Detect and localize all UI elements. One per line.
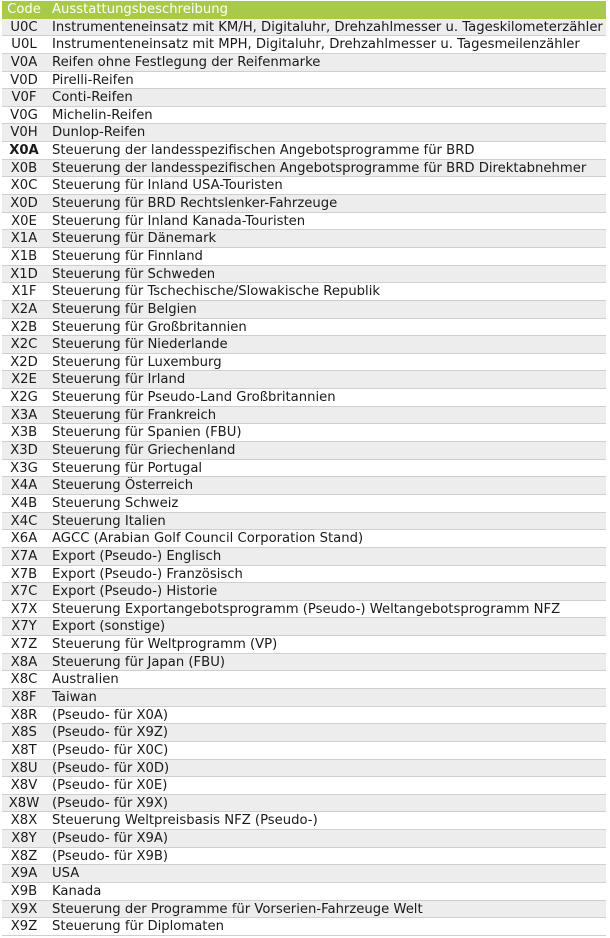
table-row: [2, 407, 606, 425]
table-row: [2, 707, 606, 725]
table-row: [2, 160, 606, 178]
table-row: [2, 213, 606, 231]
row-code: X1F: [11, 284, 37, 300]
row-code: X7X: [10, 601, 38, 617]
row-code: X3B: [10, 425, 38, 441]
row-description: Steuerung für Finnland: [52, 248, 203, 264]
row-description: Export (Pseudo-) Historie: [52, 584, 218, 600]
table-row: [2, 883, 606, 901]
row-code: X1B: [10, 248, 38, 264]
row-description: Steuerung der Programme für Vorserien-Fahrzeuge Welt: [52, 901, 423, 917]
table-row: [2, 724, 606, 742]
row-description: Dunlop-Reifen: [52, 125, 146, 141]
table-row: [2, 89, 606, 107]
row-description: Instrumenteneinsatz mit KM/H, Digitaluhr, Drehzahlmesser u. Tageskilometerzähler: [52, 19, 603, 35]
row-description: Export (Pseudo-) Englisch: [52, 548, 222, 564]
row-description: Australien: [52, 672, 119, 688]
row-code: U0C: [10, 19, 38, 35]
row-description: (Pseudo- für X9B): [52, 848, 169, 864]
row-description: Steuerung für Frankreich: [52, 407, 217, 423]
row-description: Steuerung für BRD Rechtslenker-Fahrzeuge: [52, 196, 338, 212]
row-code: X0A: [9, 143, 39, 159]
row-code: V0G: [10, 107, 38, 123]
row-description: Steuerung für Großbritannien: [52, 319, 247, 335]
table-row: [2, 248, 606, 266]
row-code: X7Y: [11, 619, 37, 635]
row-description: Steuerung für Japan (FBU): [52, 654, 225, 670]
row-description: Steuerung für Irland: [52, 372, 186, 388]
table-row: [2, 742, 606, 760]
row-description: Steuerung für Inland USA-Touristen: [52, 178, 283, 194]
row-description: Conti-Reifen: [52, 90, 133, 106]
row-description: (Pseudo- für X0C): [52, 742, 169, 758]
table-row: [2, 124, 606, 142]
table-row: [2, 107, 606, 125]
row-code: X2A: [10, 301, 38, 317]
table-row: [2, 389, 606, 407]
row-code: X0C: [10, 178, 38, 194]
row-description: (Pseudo- für X0D): [52, 760, 170, 776]
table-row: [2, 54, 606, 72]
row-description: Steuerung für Portugal: [52, 460, 203, 476]
row-code: X9Z: [10, 919, 38, 935]
table-row: [2, 566, 606, 584]
table-row: [2, 848, 606, 866]
row-code: X8W: [8, 795, 40, 811]
row-description: Michelin-Reifen: [52, 107, 153, 123]
table-row: [2, 142, 606, 160]
table-row: [2, 830, 606, 848]
row-description: Steuerung für Niederlande: [52, 337, 228, 353]
table-row: [2, 36, 606, 54]
row-code: X0B: [10, 160, 38, 176]
table-body: [2, 19, 606, 936]
table-row: [2, 495, 606, 513]
row-description: Reifen ohne Festlegung der Reifenmarke: [52, 54, 321, 70]
row-description: Steuerung für Pseudo-Land Großbritannien: [52, 390, 336, 406]
row-description: Steuerung für Luxemburg: [52, 354, 222, 370]
table-row: [2, 283, 606, 301]
row-description: Export (Pseudo-) Französisch: [52, 566, 243, 582]
table-row: [2, 442, 606, 460]
table-row: [2, 336, 606, 354]
table-row: [2, 812, 606, 830]
row-description: Steuerung für Dänemark: [52, 231, 217, 247]
table-row: [2, 513, 606, 531]
row-code: X4B: [10, 495, 38, 511]
row-description: Steuerung der landesspezifischen Angebotsprogramme für BRD Direktabnehmer: [52, 160, 587, 176]
row-code: X7A: [10, 548, 38, 564]
row-code: X1D: [10, 266, 38, 282]
table-row: [2, 177, 606, 195]
row-code: X0E: [11, 213, 37, 229]
row-description: (Pseudo- für X0E): [52, 778, 168, 794]
table-row: [2, 301, 606, 319]
table-row: [2, 777, 606, 795]
table-row: [2, 865, 606, 883]
row-code: X2B: [10, 319, 38, 335]
row-description: Steuerung für Belgien: [52, 301, 197, 317]
row-code: X6A: [10, 531, 38, 547]
row-code: X3A: [10, 407, 38, 423]
row-code: X1A: [10, 231, 38, 247]
table-row: [2, 760, 606, 778]
row-description: Steuerung für Spanien (FBU): [52, 425, 242, 441]
row-code: V0H: [10, 125, 38, 141]
row-description: Steuerung Weltpreisbasis NFZ (Pseudo-): [52, 813, 318, 829]
row-description: USA: [52, 866, 80, 882]
row-code: X4A: [10, 478, 38, 494]
row-code: X8R: [10, 707, 38, 723]
table-row: [2, 901, 606, 919]
table-row: [2, 689, 606, 707]
row-code: X8V: [10, 778, 38, 794]
row-code: X8S: [11, 725, 37, 741]
row-description: AGCC (Arabian Golf Council Corporation Stand): [52, 531, 364, 547]
table-row: [2, 460, 606, 478]
row-description: Steuerung für Tschechische/Slowakische Republik: [52, 284, 381, 300]
row-description: Kanada: [52, 884, 102, 900]
header-code: Code: [7, 2, 41, 17]
row-description: Steuerung für Inland Kanada-Touristen: [52, 213, 306, 229]
table-row: [2, 918, 606, 936]
row-code: X2D: [10, 354, 38, 370]
row-code: V0A: [10, 54, 38, 70]
row-code: X0D: [10, 196, 38, 212]
table-row: [2, 19, 606, 37]
table-row: [2, 72, 606, 90]
row-description: (Pseudo- für X9A): [52, 831, 169, 847]
table-row: [2, 195, 606, 213]
table-row: [2, 371, 606, 389]
row-code: X8U: [10, 760, 38, 776]
row-code: V0F: [11, 90, 37, 106]
row-code: X8Y: [11, 831, 37, 847]
table-row: [2, 530, 606, 548]
row-description: Instrumenteneinsatz mit MPH, Digitaluhr, Drehzahlmesser u. Tagesmeilenzähler: [52, 37, 580, 53]
row-code: X8T: [11, 742, 37, 758]
row-code: X7Z: [10, 637, 38, 653]
table-row: [2, 477, 606, 495]
row-code: X3D: [10, 443, 38, 459]
row-code: X8C: [10, 672, 38, 688]
table-row: [2, 354, 606, 372]
row-description: Steuerung Schweiz: [52, 495, 179, 511]
row-description: Steuerung Italien: [52, 513, 166, 529]
row-description: (Pseudo- für X9X): [52, 795, 169, 811]
row-code: X9X: [10, 901, 38, 917]
row-code: X2E: [11, 372, 37, 388]
row-code: X8A: [10, 654, 38, 670]
table-row: [2, 266, 606, 284]
table-row: [2, 636, 606, 654]
row-description: Export (sonstige): [52, 619, 166, 635]
row-description: (Pseudo- für X9Z): [52, 725, 169, 741]
row-code: V0D: [10, 72, 38, 88]
row-code: X2G: [10, 390, 38, 406]
row-code: X8X: [10, 813, 38, 829]
row-description: Steuerung für Schweden: [52, 266, 216, 282]
row-description: Taiwan: [52, 689, 97, 705]
table-row: [2, 654, 606, 672]
header-description: Ausstattungsbeschreibung: [52, 2, 229, 17]
table-row: [2, 795, 606, 813]
table-row: [2, 583, 606, 601]
row-description: Pirelli-Reifen: [52, 72, 134, 88]
table-header: [2, 1, 606, 19]
row-code: X3G: [10, 460, 38, 476]
row-code: X8F: [11, 689, 37, 705]
row-description: Steuerung für Diplomaten: [52, 919, 224, 935]
table-row: [2, 230, 606, 248]
row-description: Steuerung für Griechenland: [52, 443, 236, 459]
table-row: [2, 424, 606, 442]
table-row: [2, 601, 606, 619]
row-code: X4C: [10, 513, 38, 529]
row-code: X7B: [10, 566, 38, 582]
row-code: X8Z: [10, 848, 38, 864]
row-description: Steuerung Österreich: [52, 478, 194, 494]
table-row: [2, 671, 606, 689]
row-code: X7C: [10, 584, 38, 600]
table-row: [2, 548, 606, 566]
table-row: [2, 319, 606, 337]
row-description: Steuerung Exportangebotsprogramm (Pseudo-) Weltangebotsprogramm NFZ: [52, 601, 561, 617]
row-description: Steuerung für Weltprogramm (VP): [52, 637, 278, 653]
row-code: U0L: [11, 37, 37, 53]
row-description: (Pseudo- für X0A): [52, 707, 169, 723]
row-description: Steuerung der landesspezifischen Angebotsprogramme für BRD: [52, 143, 475, 159]
equipment-code-table: [2, 1, 606, 936]
row-code: X2C: [10, 337, 38, 353]
row-code: X9B: [10, 884, 38, 900]
row-code: X9A: [10, 866, 38, 882]
table-row: [2, 618, 606, 636]
